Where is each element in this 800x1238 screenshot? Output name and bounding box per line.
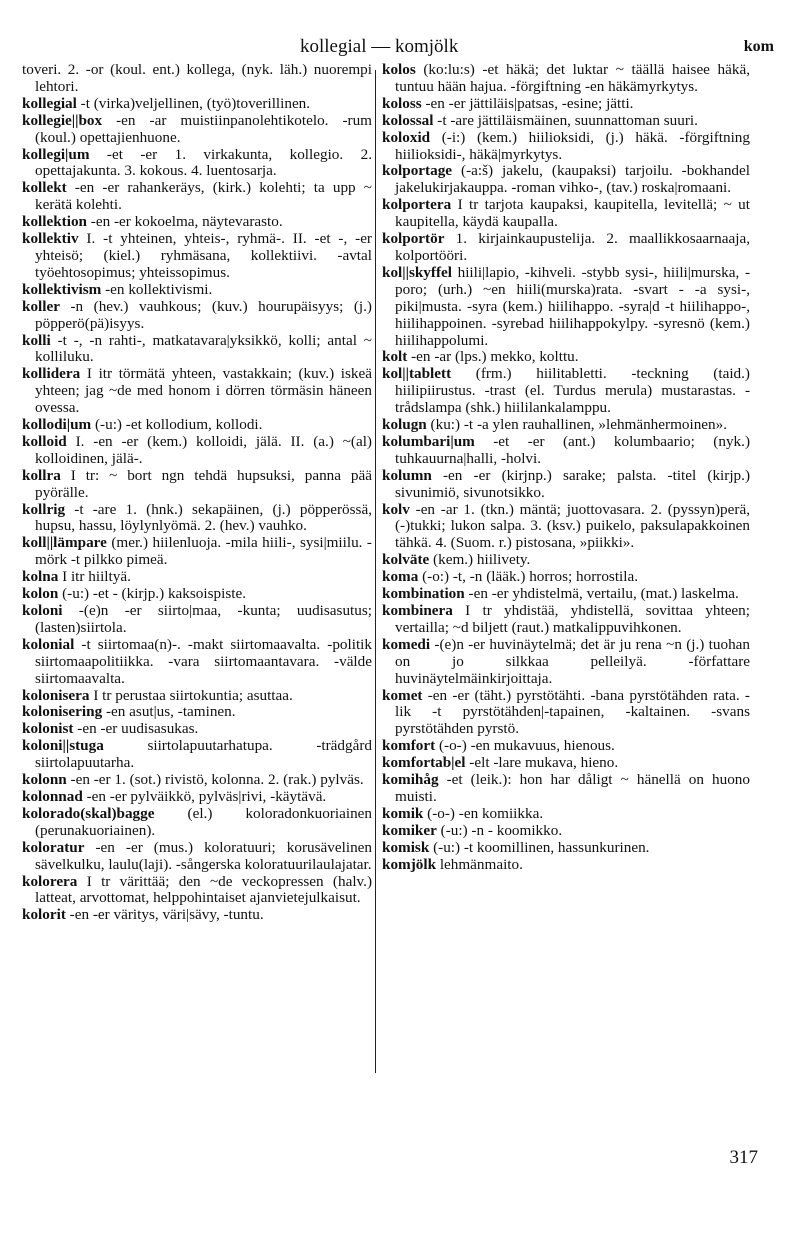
dictionary-entry: kolonial -t siirtomaa(n)-. -makt siirtomaavalta. -politik siirtomaapolitiikka. -vara siirtomaantavara. -välde siirtomaavalta. — [22, 635, 372, 687]
dictionary-entry: kolonisera I tr perustaa siirtokuntia; asuttaa. — [22, 686, 293, 704]
dictionary-entry: toveri. 2. -or (koul. ent.) kollega, (nyk. läh.) nuorempi lehtori. — [22, 61, 372, 95]
dictionary-entry: kollra I tr: ~ bort ngn tehdä hupsuksi, panna pää pyörälle. — [22, 466, 372, 501]
dictionary-entry: kolossal -t -are jättiläismäinen, suunnattoman suuri. — [382, 111, 698, 129]
dictionary-entry: kollegi|um -et -er 1. virkakunta, kollegio. 2. opettajakunta. 3. kokous. 4. luentosarja. — [22, 145, 372, 180]
dictionary-entry: kolorado(skal)bagge (el.) koloradonkuoriainen (perunakuoriainen). — [22, 804, 372, 839]
dictionary-entry: koma (-o:) -t, -n (lääk.) horros; horrostila. — [382, 568, 639, 586]
guide-word: kom — [743, 38, 774, 55]
dictionary-entry: kolt -en -ar (lps.) mekko, kolttu. — [382, 348, 579, 366]
right-column — [382, 62, 750, 874]
dictionary-entry: kolonisering -en asut|us, -taminen. — [22, 703, 236, 721]
dictionary-entry: kollegial -t (virka)veljellinen, (työ)toverillinen. — [22, 94, 311, 112]
dictionary-entry: kolportera I tr tarjota kaupaksi, kaupitella, levitellä; ~ ut kaupitella, käydä kaupalla. — [382, 196, 750, 231]
dictionary-entry: kollidera I itr törmätä yhteen, vastakkain; (kuv.) iskeä yhteen; jag ~de med honom i dörren törmäsin häneen ovessa. — [22, 365, 372, 417]
dictionary-entry: komiker (-u:) -n - koomikko. — [382, 821, 563, 839]
dictionary-entry: kolumbari|um -et -er (ant.) kolumbaario; (nyk.) tuhkauurna|halli, -holvi. — [382, 432, 750, 467]
dictionary-entry: kollegie||box -en -ar muistiinpanolehtikotelo. -rum (koul.) opettajienhuone. — [22, 111, 372, 146]
dictionary-entry: kol||tablett (frm.) hiilitabletti. -teckning (taid.) hiilipiirustus. -trast (el. Turdus merula) mustarastas. -trådslampa (shk.) hiililankalamppu. — [382, 365, 750, 417]
dictionary-entry: kolon (-u:) -et - (kirjp.) kaksoispiste. — [22, 585, 246, 603]
dictionary-entry: kombinera I tr yhdistää, yhdistellä, sovittaa yhteen; vertailla; ~d biljett (raut.) matkalippuvihkonen. — [382, 602, 750, 636]
dictionary-entry: kolonnad -en -er pylväikkö, pylväs|rivi, -käytävä. — [22, 787, 327, 805]
dictionary-entry: kol||skyffel hiili|lapio, -kihveli. -stybb sysi-, hiili|murska, -poro; (urh.) ~en hiili(murska)rata. -svart - -a sysi-, piki|musta. -syra (kem.) hiilihappo. -syra|d -t hiilihappo-, hiilihappoinen. -syrebad hiilihappokylpy. -syresnö (kem.) hiilihappolumi. — [382, 263, 750, 349]
dictionary-entry: kolorera I tr värittää; den ~de veckopressen (halv.) latteat, arvottomat, helppohintaiset ajanvietejulkaisut. — [22, 872, 372, 907]
dictionary-entry: kolorit -en -er väritys, väri|sävy, -tuntu. — [22, 906, 264, 924]
dictionary-entry: kollektiv I. -t yhteinen, yhteis-, ryhmä-. II. -et -, -er yhteisö; (kiel.) ryhmäsana, kollektiivi. -avtal työehtosopimus; yhteissopimus. — [22, 230, 372, 281]
dictionary-entry: kollekt -en -er rahankeräys, (kirk.) kolehti; ta upp ~ kerätä kolehti. — [22, 179, 372, 214]
dictionary-entry: komet -en -er (täht.) pyrstötähti. -bana pyrstötähden rata. -lik -t pyrstötähden|-tapainen, -kaltainen. -svans pyrstötähden pyrstö. — [382, 686, 750, 738]
dictionary-entry: kolugn (ku:) -t -a ylen rauhallinen, »lehmänhermoinen». — [382, 416, 728, 434]
dictionary-entry: kolonn -en -er 1. (sot.) rivistö, kolonna. 2. (rak.) pylväs. — [22, 771, 364, 789]
dictionary-entry: koll||lämpare (mer.) hiilenluoja. -mila hiili-, sysi|miilu. -mörk -t pilkko pimeä. — [22, 534, 372, 569]
dictionary-entry: kolportage (-a:š) jakelu, (kaupaksi) tarjoilu. -bokhandel jakelukirjakauppa. -roman vihko-, (tav.) roska|romaani. — [382, 162, 750, 197]
dictionary-entry: kollodi|um (-u:) -et kollodium, kollodi. — [22, 416, 263, 434]
column-divider — [375, 70, 376, 1073]
dictionary-entry: kolportör 1. kirjainkaupustelija. 2. maallikkosaarnaaja, kolportööri. — [382, 230, 750, 264]
dictionary-entry: kolv -en -ar 1. (tkn.) mäntä; juottovasara. 2. (pyssyn)perä, (-)tukki; lukon salpa. 3. (ksv.) puikelo, paksulapakkoinen tähkä. 4. (Suom. r.) pistosana, »piikki». — [382, 500, 750, 552]
dictionary-entry: koloxid (-i:) (kem.) hiilioksidi, (j.) häkä. -förgiftning hiilioksidi-, häkä|myrkytys. — [382, 128, 750, 163]
dictionary-entry: kollektion -en -er kokoelma, näytevarasto. — [22, 213, 283, 231]
dictionary-entry: kollrig -t -are 1. (hnk.) sekapäinen, (j.) pöpperössä, hupsu, hassu, löylynlyömä. 2. (hev.) vauhko. — [22, 500, 372, 535]
dictionary-entry: koloni||stuga siirtolapuutarhatupa. -trädgård siirtolapuutarha. — [22, 737, 372, 772]
dictionary-entry: komik (-o-) -en komiikka. — [382, 804, 544, 822]
dictionary-entry: kolos (ko:lu:s) -et häkä; det luktar ~ täällä haisee häkä, tuntuu hään hajua. -förgiftning -en häkämyrkytys. — [382, 61, 750, 95]
left-column — [22, 62, 372, 924]
dictionary-entry: komisk (-u:) -t koomillinen, hassunkurinen. — [382, 838, 650, 856]
dictionary-entry: kolna I itr hiiltyä. — [22, 568, 131, 586]
dictionary-entry: koloss -en -er jättiläis|patsas, -esine; jätti. — [382, 94, 634, 112]
dictionary-entry: koloni -(e)n -er siirto|maa, -kunta; uudisasutus; (lasten)siirtola. — [22, 602, 372, 636]
dictionary-entry: komfort (-o-) -en mukavuus, hienous. — [382, 737, 615, 755]
running-head: kollegial — komjölk — [300, 36, 459, 57]
dictionary-entry: koller -n (hev.) vauhkous; (kuv.) hourupäisyys; (j.) pöpperö(pä)isyys. — [22, 297, 372, 332]
dictionary-entry: komedi -(e)n -er huvinäytelmä; det är ju rena ~n (j.) tuohan on jo silkkaa pelleilyä. -författare huvinäytelmäinkirjoittaja. — [382, 635, 750, 687]
page-number: 317 — [729, 1147, 758, 1168]
dictionary-entry: koloratur -en -er (mus.) koloratuuri; korusävelinen sävelkulku, laulu(laji). -sångerska koloratuurilaulajatar. — [22, 838, 372, 873]
dictionary-entry: kolväte (kem.) hiilivety. — [382, 551, 531, 569]
dictionary-entry: kolumn -en -er (kirjnp.) sarake; palsta. -titel (kirjp.) sivunimiö, sivunotsikko. — [382, 466, 750, 501]
dictionary-entry: kollektivism -en kollektivismi. — [22, 280, 213, 298]
dictionary-entry: kolonist -en -er uudisasukas. — [22, 720, 199, 738]
dictionary-entry: kolloid I. -en -er (kem.) kolloidi, jälä. II. (a.) ~(al) kolloidinen, jälä-. — [22, 432, 372, 467]
dictionary-entry: kombination -en -er yhdistelmä, vertailu, (mat.) laskelma. — [382, 585, 739, 603]
dictionary-entry: komfortab|el -elt -lare mukava, hieno. — [382, 754, 619, 772]
dictionary-entry: kolli -t -, -n rahti-, matkatavara|yksikkö, kolli; antal ~ kolliluku. — [22, 331, 372, 366]
dictionary-entry: komihåg -et (leik.): hon har dåligt ~ hänellä on huono muisti. — [382, 771, 750, 805]
dictionary-entry: komjölk lehmänmaito. — [382, 855, 523, 873]
